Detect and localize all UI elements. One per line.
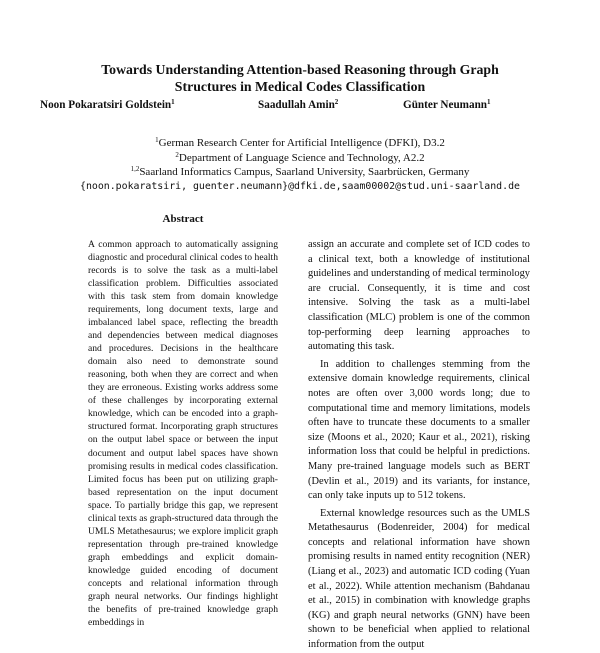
affiliation-sup: 1,2 xyxy=(130,165,140,173)
author-sup: 1 xyxy=(171,98,175,106)
body-paragraph-1: assign an accurate and complete set of ICD codes to a clinical text, both a knowledge of institutional guidelines and understanding of medical terminology are crucial. Consequently, it is time and cost intensive. Solving the task as a multi-label classification (MLC) problem is one of the common top-performing deep learning approaches to automating this task. xyxy=(308,239,530,353)
abstract-text: A common approach to automatically assigning diagnostic and procedural clinical codes to health records is to solve the task as a multi-label classification problem. Difficulties associated with this task stem from domain knowledge requirements, long document texts, large and imbalanced label space, reflecting the breadth and dependencies between medical diagnoses and procedures. Decisions in the healthcare domain also need to demonstrate sound reasoning, both when they are correct and when they are erroneous. Existing works address some of these challenges by incorporating external knowledge, which can be encoded into a graph-structured format. Incorporating graph structures on the output label space or between the input document and output label spaces have shown promising results in medical codes classification. Limited focus has been put on utilizing graph-based representation on the input document space. To partially bridge this gap, we represent clinical texts as graph-structured data through the UMLS Metathesaurus; we explore implicit graph representation through pre-trained knowledge graph embeddings and explicit domain-knowledge guided encoding of document concepts and relational information through graph neural networks. Our findings highlight the benefits of pre-trained knowledge graph embeddings in xyxy=(88,239,278,628)
affiliation-text: Saarland Informatics Campus, Saarland University, Saarbrücken, Germany xyxy=(139,166,470,178)
affiliation-3 xyxy=(40,165,560,180)
author-1 xyxy=(40,99,175,112)
affiliation-text: German Research Center for Artificial Intelligence (DFKI), D3.2 xyxy=(158,137,445,149)
title-line-1: Towards Understanding Attention-based Reasoning through Graph xyxy=(101,62,499,77)
body-paragraph-3: External knowledge resources such as the UMLS Metathesaurus (Bodenreider, 2004) for medical concepts and relational information have shown promising results in named entity recognition (NER) (Liang et al., 2023) and automatic ICD coding (Yuan et al., 2022). While attention mechanism (Bahdanau et al., 2015) in combination with knowledge graphs (KG) and graph neural networks (GNN) have been shown to be beneficial when applied to relational information from the output xyxy=(308,507,530,651)
author-name: Günter Neumann xyxy=(403,99,488,111)
author-sup: 1 xyxy=(487,98,491,106)
author-sup: 2 xyxy=(334,98,339,106)
affiliations xyxy=(40,136,560,194)
paper-title xyxy=(40,61,560,95)
affiliation-sup: 1 xyxy=(155,136,159,144)
author-name: Saadullah Amin xyxy=(258,99,335,111)
affiliation-sup: 2 xyxy=(175,150,179,159)
affiliation-2 xyxy=(40,151,560,166)
body-paragraph-2: In addition to challenges stemming from the extensive domain knowledge requirements, clinical notes are often over 3,000 words long; due to computational time and memory limitations, models often have to truncate these documents to a smaller size (Moons et al., 2020; Kaur et al., 2021), risking information loss that could be helpful in predictions. Many pre-trained language models such as BERT (Devlin et al., 2019) and its variants, for instance, can only take inputs up to 512 tokens. xyxy=(308,358,530,502)
title-line-2: Structures in Medical Codes Classification xyxy=(174,79,426,94)
author-2 xyxy=(258,99,338,112)
affiliation-1 xyxy=(40,136,560,151)
body-column-right xyxy=(308,238,530,653)
author-3 xyxy=(403,99,491,112)
affiliation-text: Department of Language Science and Technology, A2.2 xyxy=(178,151,425,164)
abstract-heading: Abstract xyxy=(162,213,204,225)
author-name: Noon Pokaratsiri Goldstein xyxy=(40,99,172,111)
email-addresses: {noon.pokaratsiri, guenter.neumann}@dfki.de,saam00002@stud.uni-saarland.de xyxy=(80,180,520,192)
